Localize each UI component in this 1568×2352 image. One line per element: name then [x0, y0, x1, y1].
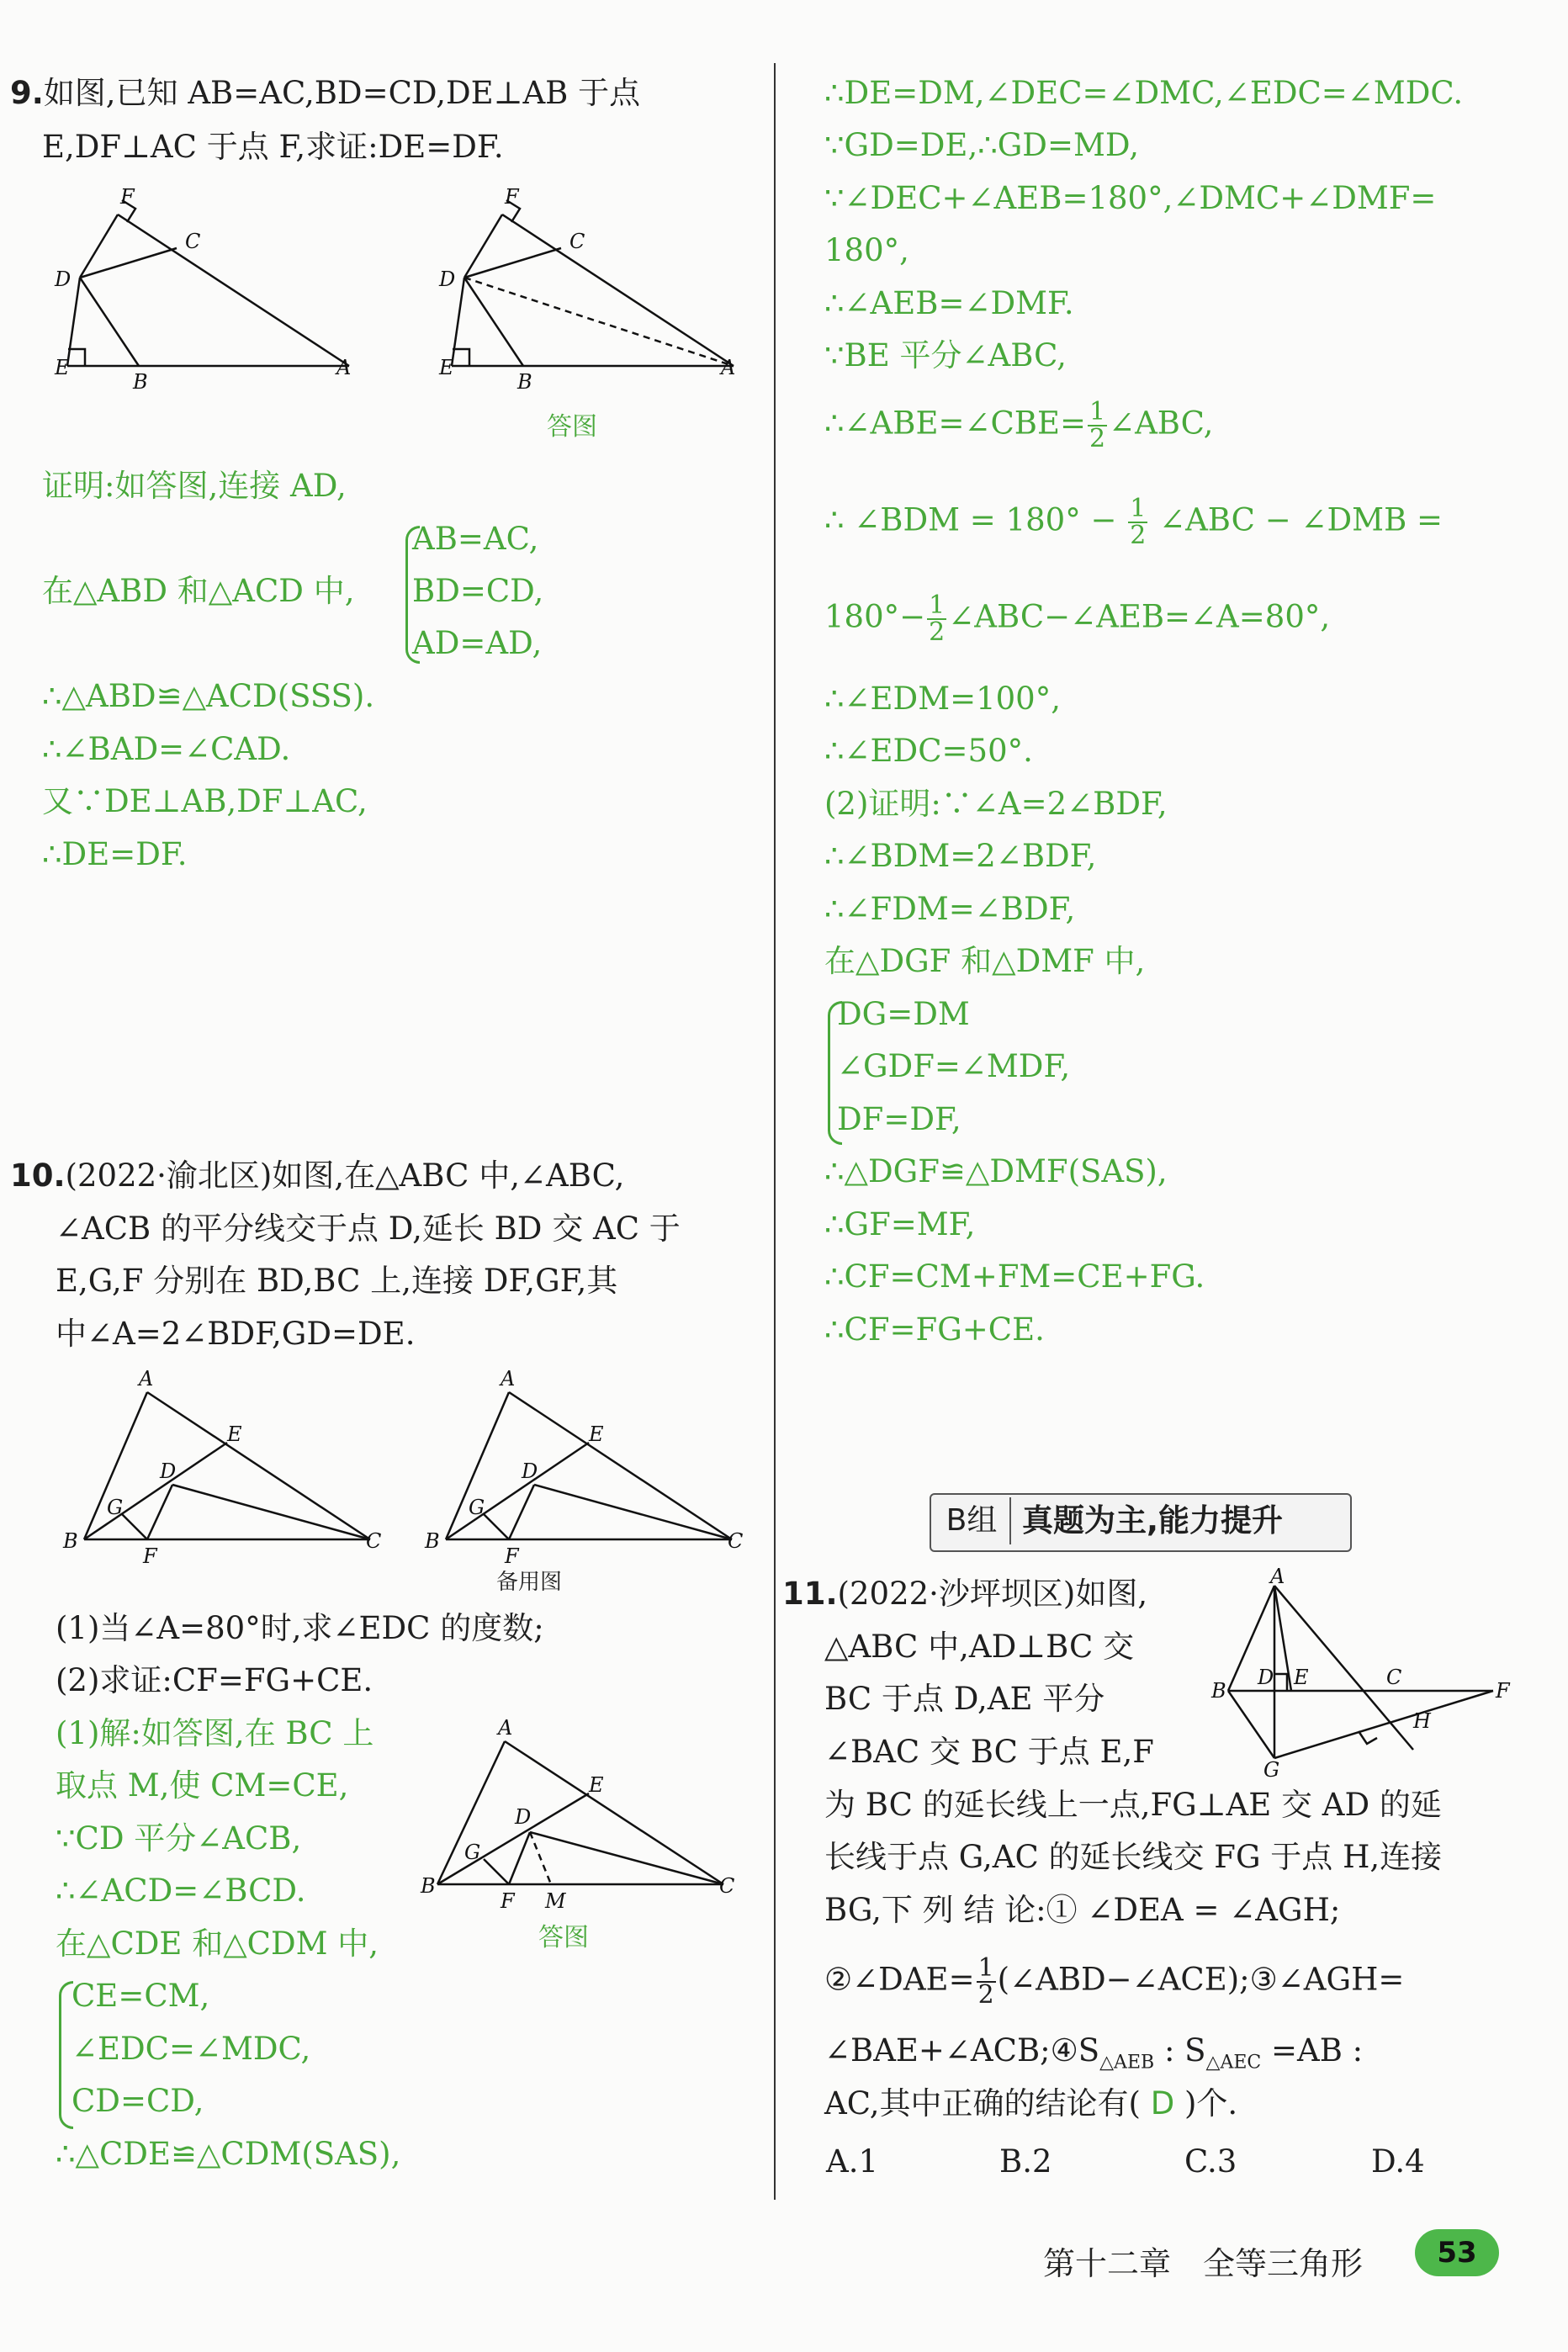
q10-answer-figure	[421, 1716, 744, 1918]
svg-text:A: A	[501, 1367, 516, 1391]
q10-backup-figure-caption: 备用图	[496, 1570, 563, 1595]
q10-solution-line: CE=CM,	[72, 1978, 210, 2014]
svg-text:F: F	[505, 185, 519, 209]
svg-text:B: B	[133, 370, 148, 394]
svg-text:E: E	[1294, 1666, 1309, 1689]
q10-backup-figure	[416, 1367, 753, 1569]
q11-option-a: A.1	[826, 2143, 879, 2180]
q10-solution-line: CD=CD,	[72, 2083, 204, 2119]
svg-text:G: G	[464, 1841, 481, 1864]
q10-figure	[55, 1367, 391, 1569]
q10-solution-line: ∴∠BDM=2∠BDF,	[824, 838, 1097, 874]
q11-stem-line-with-fraction: ②∠DAE= $\frac{1}{2}$ (∠ABD−∠ACE);③∠AGH=	[824, 1953, 1405, 2010]
svg-text:E: E	[55, 356, 70, 379]
q9-figure	[46, 185, 366, 395]
q10-solution-line: (1)解:如答图,在 BC 上	[56, 1715, 374, 1751]
q10-solution-line: ∵CD 平分∠ACB,	[56, 1820, 302, 1857]
svg-text:D: D	[522, 1459, 538, 1483]
q10-stem-line-1: 10.(2022·渝北区)如图,在△ABC 中,∠ABC,	[10, 1157, 625, 1194]
q11-stem-line-with-answer: AC,其中正确的结论有( D )个.	[824, 2085, 1238, 2122]
svg-text:M: M	[545, 1889, 566, 1913]
fraction: $\frac{1}{2}$	[1089, 397, 1106, 453]
column-divider	[774, 63, 776, 2200]
q10-solution-line-with-fraction: 180°− $\frac{1}{2}$ ∠ABC−∠AEB=∠A=80°,	[824, 591, 1331, 647]
q10-solution-line: 在△CDE 和△CDM 中,	[56, 1926, 379, 1962]
q9-stem-line-1: 9.如图,已知 AB=AC,BD=CD,DE⊥AB 于点	[10, 75, 641, 111]
q11-stem-line: BC 于点 D,AE 平分	[824, 1681, 1105, 1717]
svg-text:C: C	[569, 230, 585, 253]
q9-solution-line: BD=CD,	[412, 573, 544, 609]
fraction: $\frac{1}{2}$	[1130, 494, 1147, 550]
q10-solution-line: ∴∠EDC=50°.	[824, 733, 1033, 769]
q9-solution-line: 证明:如答图,连接 AD,	[42, 468, 347, 504]
svg-text:D: D	[515, 1805, 532, 1829]
svg-text:C: C	[1386, 1666, 1402, 1689]
q10-solution-line-with-fraction: ∴ ∠BDM = 180° − $\frac{1}{2}$ ∠ABC − ∠DMB =	[824, 494, 1444, 550]
q10-solution-line: ∴△DGF≌△DMF(SAS),	[824, 1153, 1168, 1189]
svg-text:F: F	[143, 1544, 157, 1568]
q10-solution-line: DF=DF,	[837, 1101, 961, 1137]
svg-text:D: D	[160, 1459, 177, 1483]
q11-stem-line: 为 BC 的延长线上一点,FG⊥AE 交 AD 的延	[824, 1787, 1442, 1823]
svg-text:B: B	[1211, 1679, 1226, 1703]
q11-number: 11.	[782, 1576, 838, 1612]
svg-text:A: A	[498, 1716, 513, 1740]
q10-solution-line: ∵BE 平分∠ABC,	[824, 337, 1067, 373]
svg-text:F: F	[501, 1889, 515, 1913]
q11-answer: D	[1150, 2085, 1175, 2122]
q11-stem-line-with-area: $\angle BAE+\angle ACB;④S_{\triangle AEB}$ : $S_{\triangle AEC} =AB$ :	[824, 2032, 1364, 2074]
q10-solution-line: DG=DM	[837, 996, 970, 1032]
q10-solution-line-with-fraction: ∴∠ABE=∠CBE= $\frac{1}{2}$ ∠ABC,	[824, 397, 1214, 453]
svg-text:B: B	[421, 1874, 436, 1898]
q10-solution-line: (2)证明:∵∠A=2∠BDF,	[824, 786, 1168, 822]
svg-text:G: G	[1263, 1758, 1280, 1782]
svg-text:A: A	[336, 356, 352, 379]
q11-stem-line: △ABC 中,AD⊥BC 交	[824, 1629, 1135, 1665]
svg-text:G: G	[107, 1496, 124, 1519]
q11-stem-line: BG,下 列 结 论:① ∠DEA = ∠AGH;	[824, 1892, 1341, 1928]
q10-solution-line: ∠EDC=∠MDC,	[72, 2031, 311, 2067]
q10-part-2: (2)求证:CF=FG+CE.	[56, 1662, 373, 1698]
svg-text:B: B	[63, 1529, 78, 1553]
q10-solution-line: ∴DE=DM,∠DEC=∠DMC,∠EDC=∠MDC.	[824, 75, 1464, 111]
svg-text:A: A	[721, 356, 736, 379]
q10-solution-line: ∴∠ACD=∠BCD.	[56, 1873, 306, 1909]
q10-solution-line: ∴GF=MF,	[824, 1206, 976, 1242]
chapter-title: 第十二章 全等三角形	[1043, 2245, 1364, 2282]
q9-solution-line: ∴∠BAD=∠CAD.	[42, 731, 291, 767]
svg-text:E: E	[227, 1422, 242, 1446]
svg-text:F: F	[120, 185, 135, 209]
q10-solution-line: ∠GDF=∠MDF,	[837, 1048, 1071, 1084]
fraction: $\frac{1}{2}$	[977, 1953, 994, 2010]
q9-solution-line: ∴DE=DF.	[42, 836, 188, 872]
q10-solution-line: ∴∠EDM=100°,	[824, 681, 1061, 717]
svg-text:D: D	[439, 268, 456, 291]
q9-answer-figure	[431, 185, 750, 395]
q9-number: 9.	[10, 75, 44, 111]
page-number: 53	[1415, 2229, 1499, 2276]
svg-text:E: E	[439, 356, 454, 379]
svg-text:C: C	[185, 230, 201, 253]
q10-stem-line-2: ∠ACB 的平分线交于点 D,延长 BD 交 AC 于	[56, 1210, 681, 1247]
svg-text:A: A	[139, 1367, 154, 1391]
q11-stem-line: ∠BAC 交 BC 于点 E,F	[824, 1734, 1154, 1770]
q10-part-1: (1)当∠A=80°时,求∠EDC 的度数;	[56, 1610, 544, 1646]
q10-solution-line: 180°,	[824, 232, 909, 268]
q10-solution-line: ∴CF=CM+FM=CE+FG.	[824, 1258, 1205, 1295]
svg-text:B: B	[425, 1529, 440, 1553]
svg-text:D: D	[55, 268, 72, 291]
q11-stem-line: 长线于点 G,AC 的延长线交 FG 于点 H,连接	[824, 1839, 1443, 1875]
q11-option-d: D.4	[1371, 2143, 1425, 2180]
q10-solution-line: ∴CF=FG+CE.	[824, 1311, 1045, 1348]
svg-text:D: D	[1258, 1666, 1274, 1689]
q10-solution-line: ∵∠DEC+∠AEB=180°,∠DMC+∠DMF=	[824, 180, 1437, 216]
svg-text:C: C	[719, 1874, 735, 1898]
group-b-title: 真题为主,能力提升	[1022, 1502, 1284, 1539]
svg-text:F: F	[1496, 1679, 1510, 1703]
q9-solution-line: 在△ABD 和△ACD 中,	[42, 573, 355, 609]
q11-option-c: C.3	[1184, 2143, 1237, 2180]
q9-solution-line: AB=AC,	[412, 521, 539, 557]
svg-text:H: H	[1413, 1709, 1431, 1733]
q10-number: 10.	[10, 1157, 66, 1194]
q11-stem-line-1: 11.(2022·沙坪坝区)如图,	[782, 1576, 1148, 1612]
svg-text:E: E	[589, 1422, 604, 1446]
q10-answer-figure-caption: 答图	[538, 1923, 589, 1952]
svg-text:C: C	[366, 1529, 382, 1553]
q10-stem-line-3: E,G,F 分别在 BD,BC 上,连接 DF,GF,其	[56, 1263, 618, 1299]
q9-solution-line: AD=AD,	[412, 625, 543, 661]
q10-solution-line: ∴∠AEB=∠DMF.	[824, 285, 1074, 321]
svg-text:C: C	[728, 1529, 744, 1553]
svg-text:F: F	[505, 1544, 519, 1568]
q10-solution-line: 在△DGF 和△DMF 中,	[824, 943, 1146, 979]
q10-stem-line-4: 中∠A=2∠BDF,GD=DE.	[56, 1316, 416, 1352]
q9-stem-line-2: E,DF⊥AC 于点 F,求证:DE=DF.	[42, 129, 504, 165]
q10-solution-line: 取点 M,使 CM=CE,	[56, 1767, 349, 1804]
fraction: $\frac{1}{2}$	[929, 591, 946, 647]
q9-answer-figure-caption: 答图	[547, 412, 597, 442]
q10-solution-line: ∵GD=DE,∴GD=MD,	[824, 127, 1139, 163]
q9-solution-line: 又∵DE⊥AB,DF⊥AC,	[42, 783, 368, 819]
svg-text:G: G	[469, 1496, 485, 1519]
q9-solution-line: ∴△ABD≌△ACD(SSS).	[42, 678, 375, 714]
svg-text:B: B	[517, 370, 532, 394]
q11-option-b: B.2	[999, 2143, 1052, 2180]
svg-text:E: E	[589, 1773, 604, 1797]
svg-text:A: A	[1270, 1565, 1285, 1588]
q10-solution-line: ∴△CDE≌△CDM(SAS),	[56, 2136, 401, 2172]
q11-figure	[1211, 1565, 1510, 1782]
group-b-tag: B组	[934, 1497, 1011, 1544]
q10-solution-line: ∴∠FDM=∠BDF,	[824, 891, 1076, 927]
